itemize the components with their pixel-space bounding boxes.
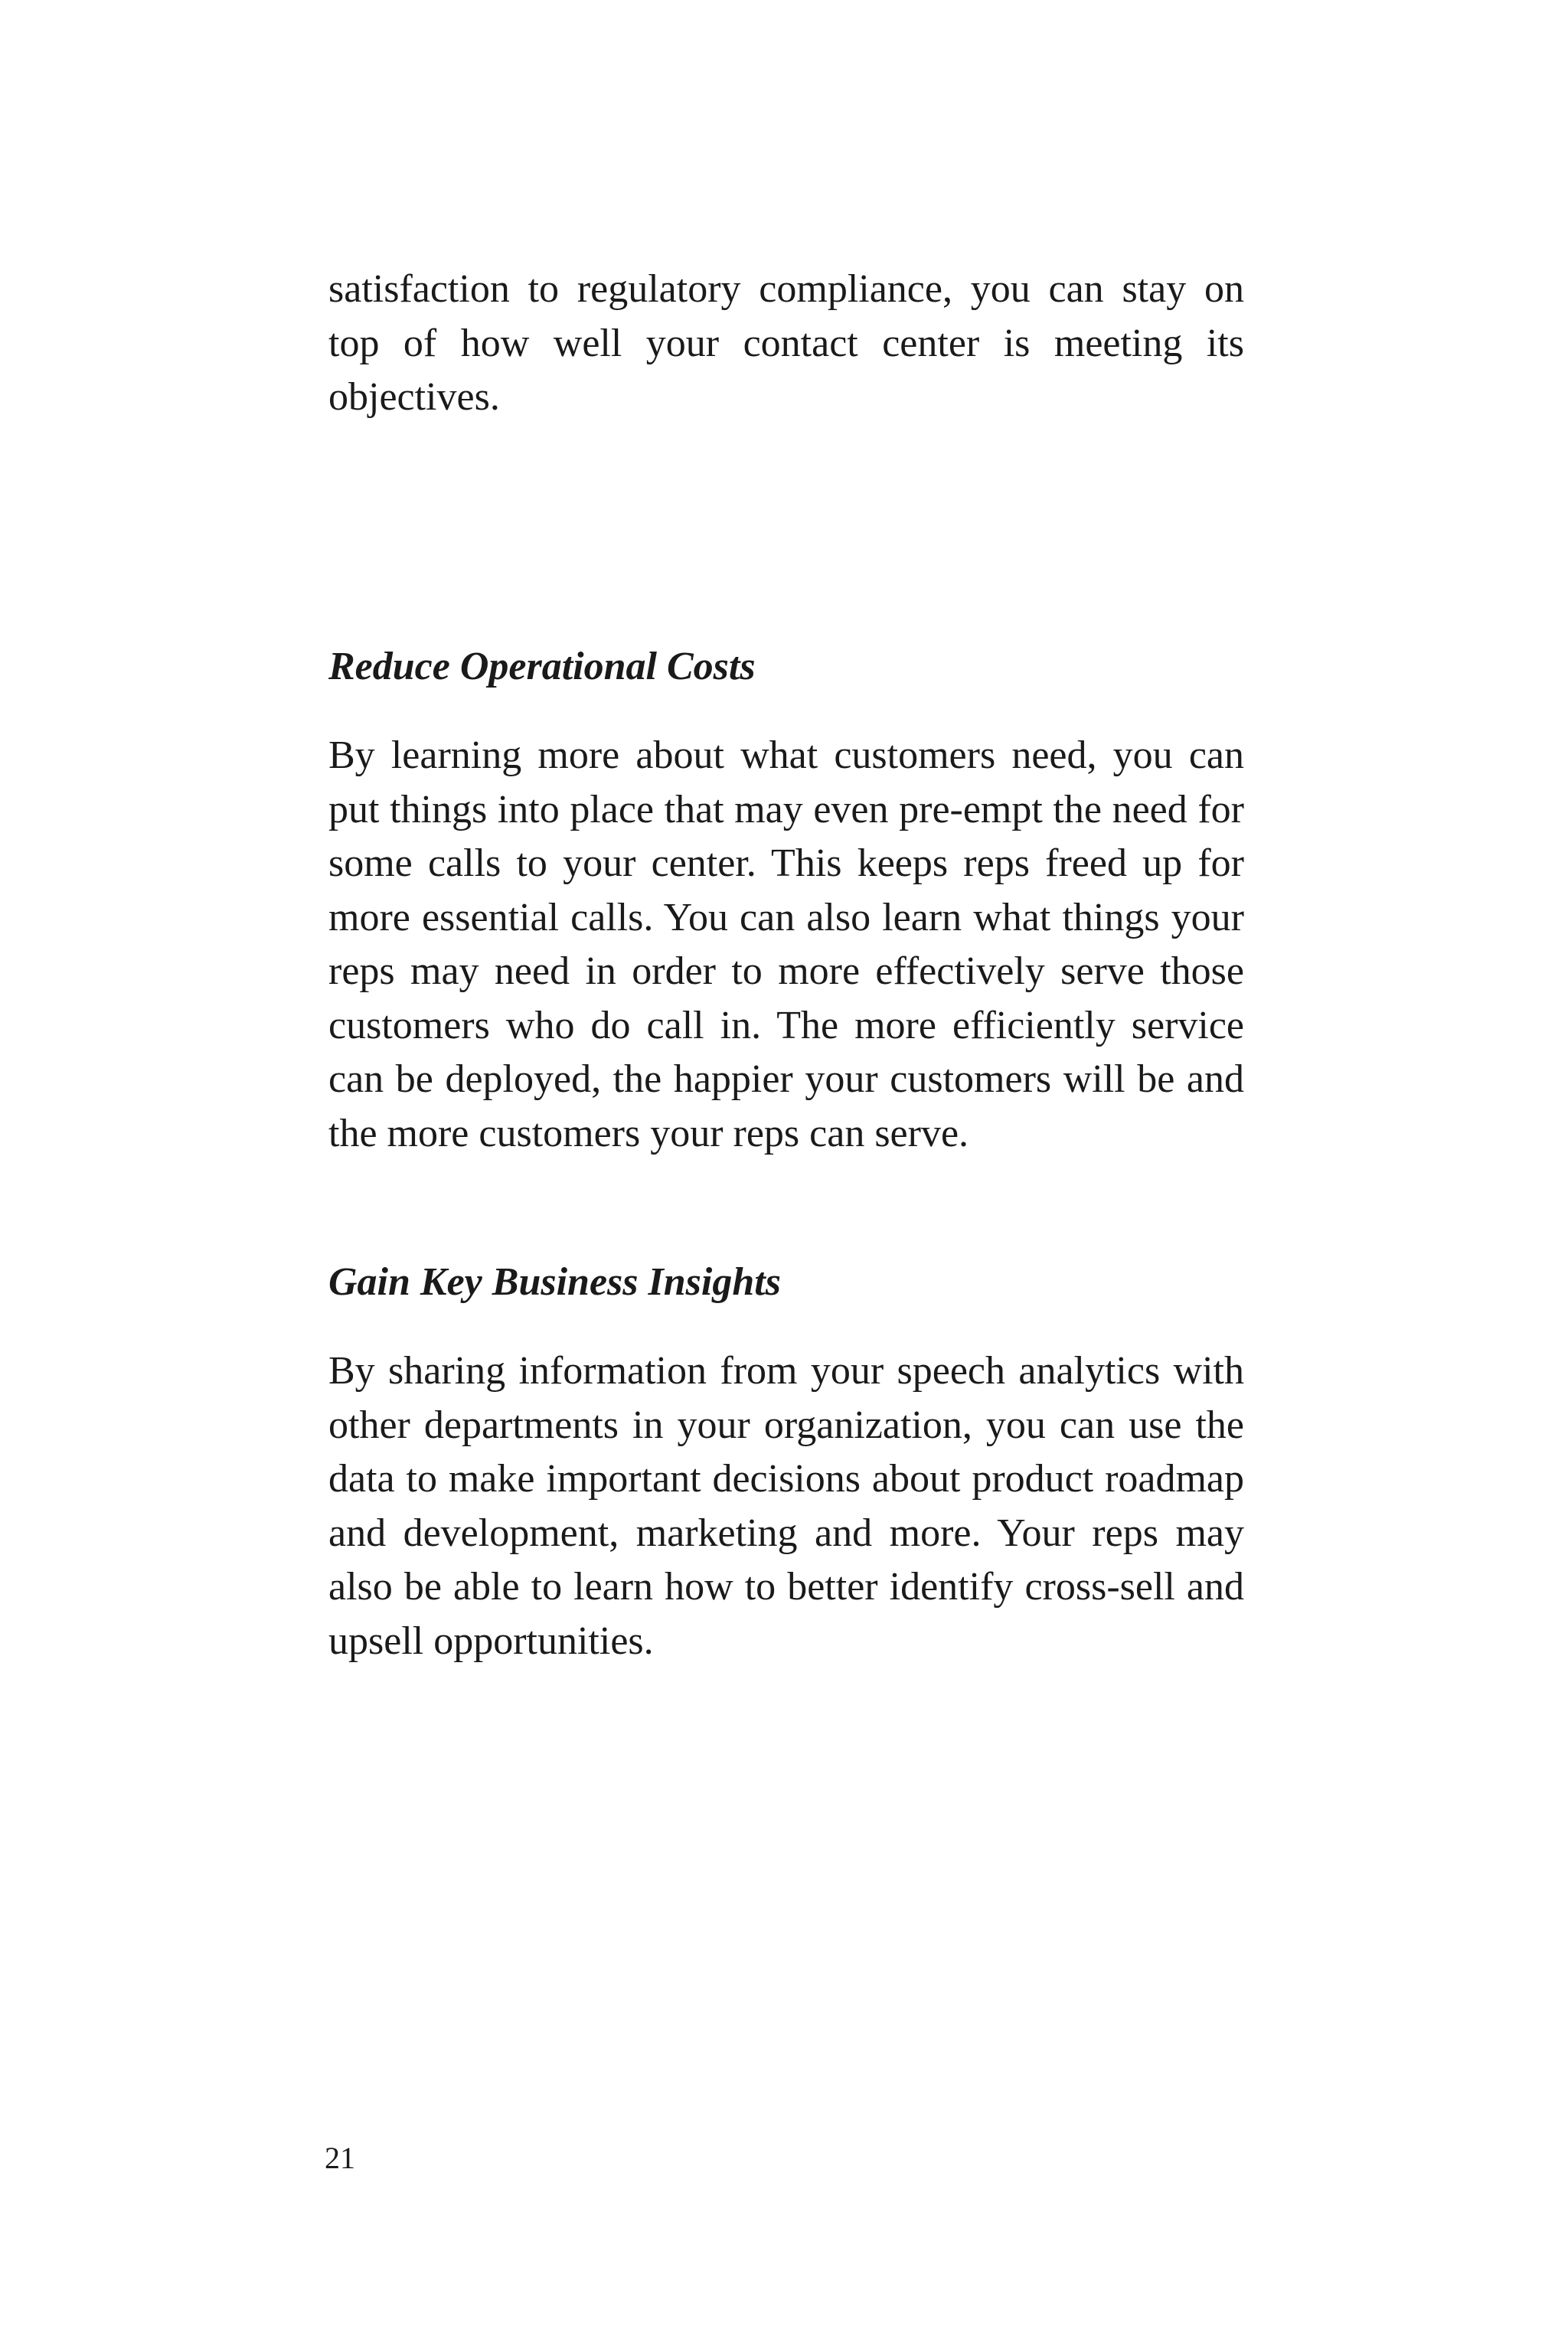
intro-paragraph: satisfaction to regulatory compliance, you can stay on top of how well your contact center is meeting its objectives. [328,267,1244,419]
section-heading-reduce-operational-costs: Reduce Operational Costs [328,645,756,688]
section-heading-gain-key-business-insights: Gain Key Business Insights [328,1260,781,1304]
page-number: 21 [325,2141,355,2175]
section-body-gain-key-business-insights: By sharing information from your speech analytics with other departments in your organization, you can use the data to make important decisions about product roadmap and development, marketing and more. Your reps may also be able to learn how to better identify cross-sell and upsell opportunities. [328,1349,1244,1663]
section-body-reduce-operational-costs: By learning more about what customers need, you can put things into place that may even pre-empt the need for some calls to your center. This keeps reps freed up for more essential calls. You can also learn what things your reps may need in order to more effectively serve those customers who do call in. The more efficiently service can be deployed, the happier your customers will be and the more customers your reps can serve. [328,733,1244,1155]
